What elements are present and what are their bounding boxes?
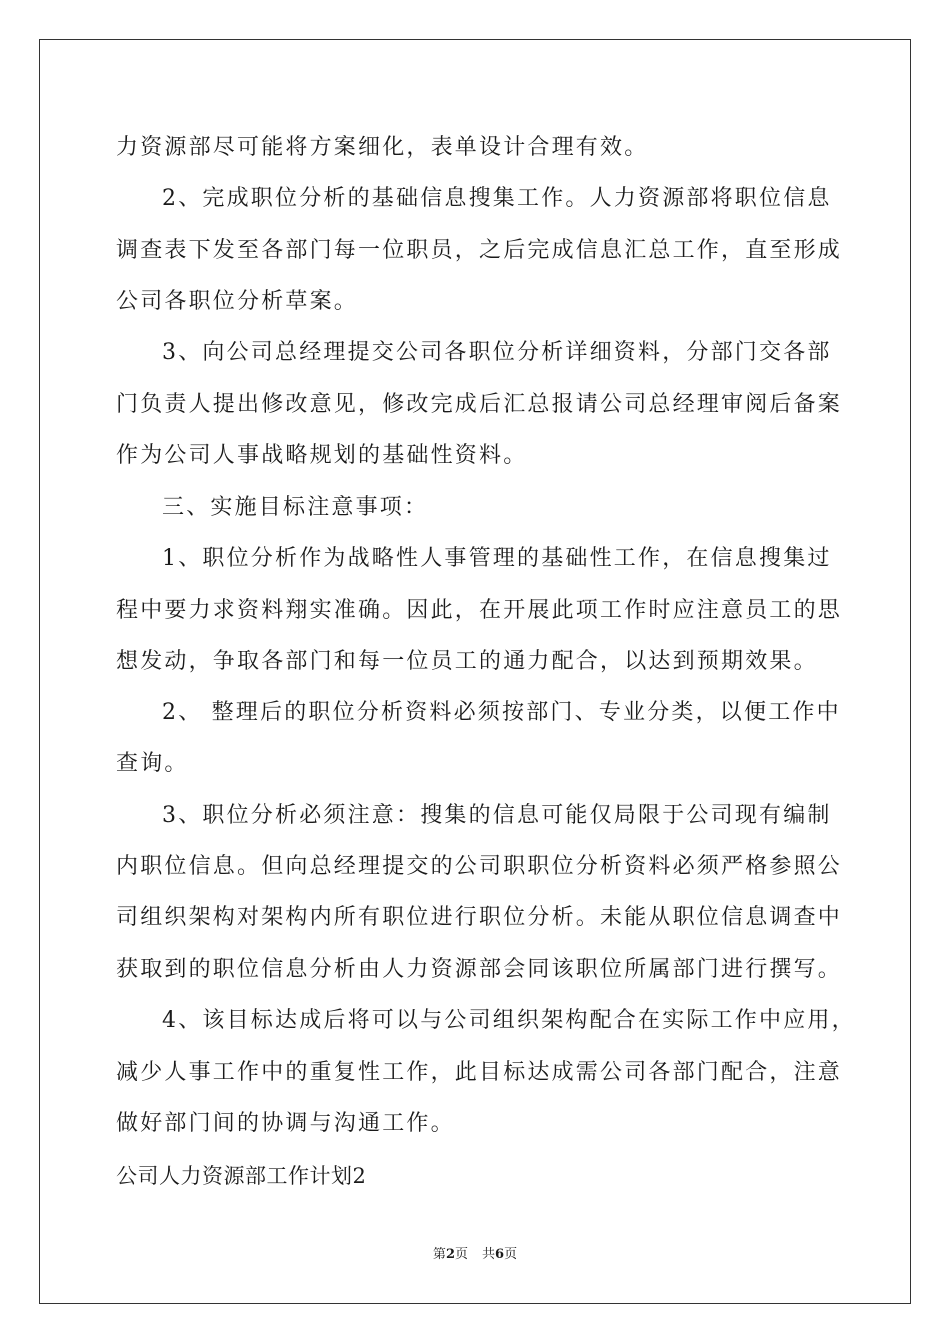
paragraph-line: 减少人事工作中的重复性工作，此目标达成需公司各部门配合，注意 bbox=[116, 1060, 843, 1085]
paragraph-line: 4、该目标达成后将可以与公司组织架构配合在实际工作中应用， bbox=[162, 1008, 856, 1033]
section-heading: 三、实施目标注意事项： bbox=[162, 495, 429, 520]
paragraph-line: 程中要力求资料翔实准确。因此，在开展此项工作时应注意员工的思 bbox=[116, 598, 843, 623]
paragraph-line: 公司各职位分析草案。 bbox=[116, 289, 359, 314]
paragraph-line: 门负责人提出修改意见，修改完成后汇总报请公司总经理审阅后备案 bbox=[116, 392, 843, 417]
paragraph-line: 内职位信息。但向总经理提交的公司职职位分析资料必须严格参照公 bbox=[116, 854, 843, 879]
document-section-title: 公司人力资源部工作计划2 bbox=[116, 1164, 367, 1188]
page-suffix: 页 bbox=[454, 1247, 468, 1262]
paragraph-line: 3、向公司总经理提交公司各职位分析详细资料，分部门交各部 bbox=[162, 340, 832, 365]
paragraph-line: 获取到的职位信息分析由人力资源部会同该职位所属部门进行撰写。 bbox=[116, 957, 843, 982]
paragraph-line: 查询。 bbox=[116, 751, 189, 776]
total-prefix: 共 bbox=[482, 1247, 496, 1262]
current-page-number: 2 bbox=[445, 1247, 455, 1262]
paragraph-line: 1、职位分析作为战略性人事管理的基础性工作，在信息搜集过 bbox=[162, 546, 832, 571]
paragraph-line: 作为公司人事战略规划的基础性资料。 bbox=[116, 443, 528, 468]
paragraph-line: 3、职位分析必须注意：搜集的信息可能仅局限于公司现有编制 bbox=[162, 803, 832, 828]
paragraph-line: 2、 整理后的职位分析资料必须按部门、专业分类，以便工作中 bbox=[162, 700, 841, 725]
total-page-count: 6 bbox=[495, 1247, 505, 1262]
paragraph-line: 2、完成职位分析的基础信息搜集工作。人力资源部将职位信息 bbox=[162, 186, 832, 211]
page-footer bbox=[0, 1246, 950, 1264]
total-suffix: 页 bbox=[504, 1247, 518, 1262]
page-prefix: 第 bbox=[432, 1247, 446, 1262]
paragraph-line: 司组织架构对架构内所有职位进行职位分析。未能从职位信息调查中 bbox=[116, 905, 843, 930]
paragraph-line: 调查表下发至各部门每一位职员，之后完成信息汇总工作，直至形成 bbox=[116, 238, 843, 263]
paragraph-line: 想发动，争取各部门和每一位员工的通力配合，以达到预期效果。 bbox=[116, 649, 818, 674]
paragraph-line: 力资源部尽可能将方案细化，表单设计合理有效。 bbox=[116, 135, 649, 160]
paragraph-line: 做好部门间的协调与沟通工作。 bbox=[116, 1111, 455, 1136]
